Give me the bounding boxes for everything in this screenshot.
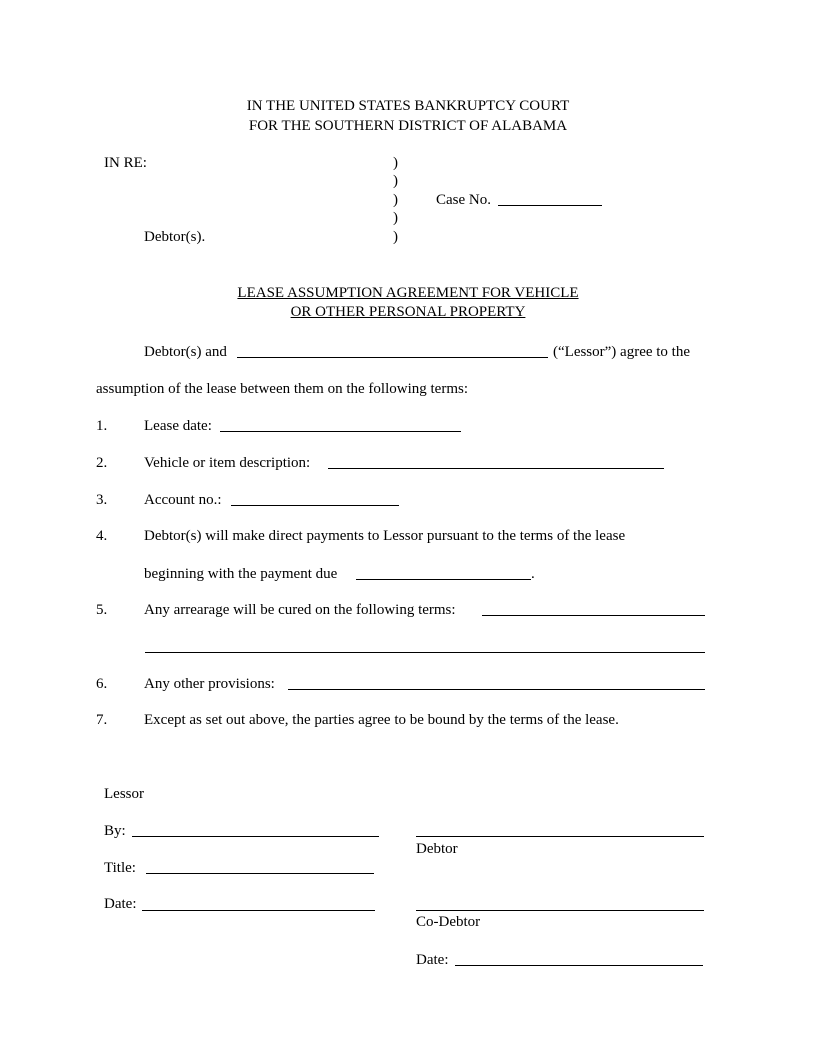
- court-name-line2: FOR THE SOUTHERN DISTRICT OF ALABAMA: [248, 118, 568, 134]
- arrearage-terms-field[interactable]: [482, 615, 705, 616]
- term-2-number: 2.: [96, 455, 108, 471]
- term-1-number: 1.: [96, 418, 108, 434]
- by-label: By:: [104, 823, 126, 839]
- term-1-text: Lease date:: [144, 418, 212, 434]
- court-name-line1: IN THE UNITED STATES BANKRUPTCY COURT: [246, 98, 570, 114]
- in-re-label: IN RE:: [104, 155, 147, 171]
- term-7-number: 7.: [96, 712, 108, 728]
- case-no-field[interactable]: [498, 205, 602, 206]
- caption-paren-2: ): [393, 173, 398, 189]
- caption-paren-5: ): [393, 229, 398, 245]
- codebtor-signature-field[interactable]: [416, 910, 704, 911]
- intro-prefix: Debtor(s) and: [144, 344, 227, 360]
- arrearage-terms-field-line2[interactable]: [145, 652, 705, 653]
- term-4-text-line2: beginning with the payment due: [144, 566, 338, 582]
- debtor-date-label: Date:: [416, 952, 449, 968]
- caption-paren-1: ): [393, 155, 398, 171]
- lease-date-field[interactable]: [220, 431, 461, 432]
- debtor-label: Debtor: [416, 841, 458, 857]
- case-no-label: Case No.: [436, 192, 491, 208]
- term-4-period: .: [531, 566, 535, 582]
- lessor-date-label: Date:: [104, 896, 137, 912]
- lessor-name-field[interactable]: [237, 357, 548, 358]
- lessor-label: Lessor: [104, 786, 144, 802]
- item-description-field[interactable]: [328, 468, 664, 469]
- term-2-text: Vehicle or item description:: [144, 455, 311, 471]
- debtor-date-field[interactable]: [455, 965, 703, 966]
- term-6-number: 6.: [96, 676, 108, 692]
- debtors-label: Debtor(s).: [144, 229, 206, 245]
- other-provisions-field[interactable]: [288, 689, 705, 690]
- term-7-text: Except as set out above, the parties agree to be bound by the terms of the lease.: [144, 712, 619, 728]
- lessor-signature-field[interactable]: [132, 836, 379, 837]
- codebtor-label: Co-Debtor: [416, 914, 481, 930]
- lessor-title-field[interactable]: [146, 873, 374, 874]
- term-5-number: 5.: [96, 602, 108, 618]
- caption-paren-4: ): [393, 210, 398, 226]
- term-4-text: Debtor(s) will make direct payments to Lessor pursuant to the terms of the lease: [144, 528, 626, 544]
- title-label: Title:: [104, 860, 136, 876]
- term-4-number: 4.: [96, 528, 108, 544]
- term-3-number: 3.: [96, 492, 108, 508]
- term-5-text: Any arrearage will be cured on the following terms:: [144, 602, 456, 618]
- account-no-field[interactable]: [231, 505, 399, 506]
- term-3-text: Account no.:: [144, 492, 222, 508]
- document-title-line2: OR OTHER PERSONAL PROPERTY: [290, 304, 526, 320]
- intro-line2: assumption of the lease between them on the following terms:: [96, 381, 468, 397]
- caption-paren-3: ): [393, 192, 398, 208]
- term-6-text: Any other provisions:: [144, 676, 275, 692]
- lessor-date-field[interactable]: [142, 910, 375, 911]
- debtor-signature-field[interactable]: [416, 836, 704, 837]
- document-title-line1: LEASE ASSUMPTION AGREEMENT FOR VEHICLE: [237, 285, 579, 301]
- intro-suffix: (“Lessor”) agree to the: [553, 344, 691, 360]
- payment-due-field[interactable]: [356, 579, 531, 580]
